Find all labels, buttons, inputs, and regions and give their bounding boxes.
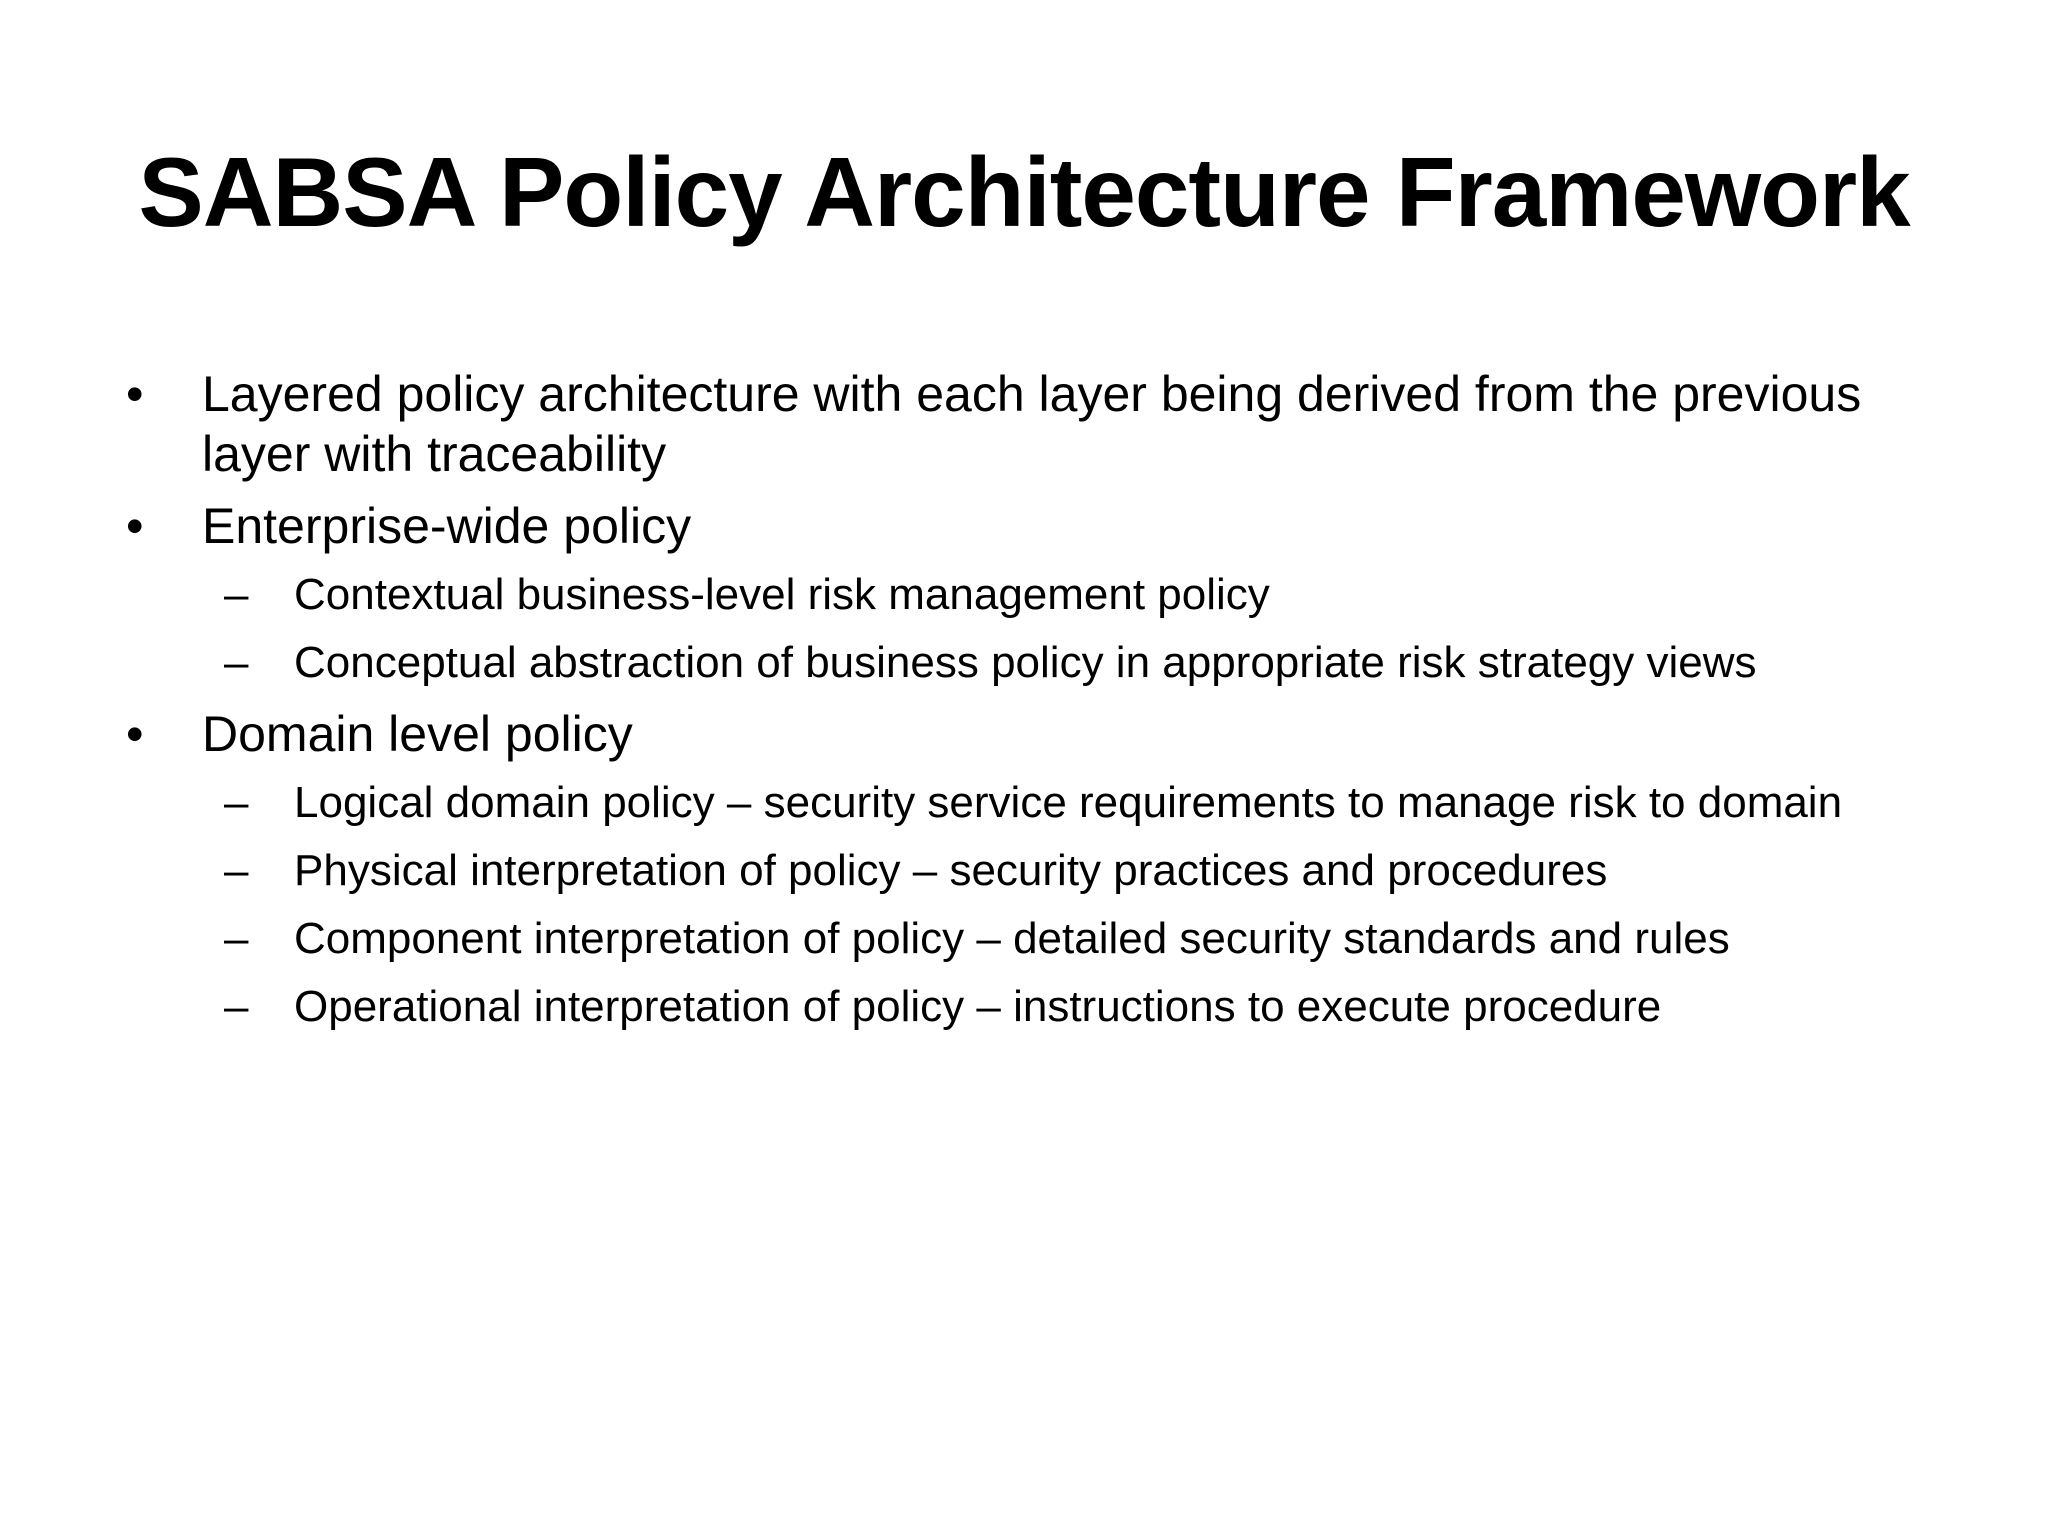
dash-icon: – — [224, 778, 249, 827]
bullet-text: Layered policy architecture with each layer being derived from the previous layer with traceability — [202, 366, 1862, 482]
sub-bullet-item — [120, 980, 1920, 1034]
bullet-dot-icon: • — [126, 498, 144, 554]
sub-bullet-item — [120, 636, 1920, 690]
sub-bullet-text: Component interpretation of policy – detailed security standards and rules — [294, 914, 1730, 963]
sub-bullet-text: Logical domain policy – security service requirements to manage risk to domain — [294, 778, 1843, 827]
dash-icon: – — [224, 846, 249, 895]
bullet-dot-icon: • — [126, 706, 144, 762]
dash-icon: – — [224, 982, 249, 1031]
sub-bullet-text: Contextual business-level risk management policy — [294, 570, 1270, 619]
sub-bullet-item — [120, 568, 1920, 622]
bullet-dot-icon: • — [126, 366, 144, 422]
dash-icon: – — [224, 914, 249, 963]
bullet-item — [120, 704, 1920, 764]
sub-bullet-item — [120, 776, 1920, 830]
bullet-item — [120, 496, 1920, 556]
sub-bullet-text: Physical interpretation of policy – security practices and procedures — [294, 846, 1608, 895]
sub-bullet-text: Conceptual abstraction of business policy in appropriate risk strategy views — [294, 638, 1757, 687]
dash-icon: – — [224, 638, 249, 687]
bullet-text: Domain level policy — [202, 706, 633, 762]
bullet-list — [120, 364, 1920, 1048]
sub-bullet-text: Operational interpretation of policy – instructions to execute procedure — [294, 982, 1662, 1031]
bullet-item — [120, 364, 1920, 484]
slide-title: SABSA Policy Architecture Framework — [138, 137, 1910, 247]
sub-bullet-item — [120, 912, 1920, 966]
sub-bullet-item — [120, 844, 1920, 898]
dash-icon: – — [224, 570, 249, 619]
bullet-text: Enterprise-wide policy — [202, 498, 692, 554]
